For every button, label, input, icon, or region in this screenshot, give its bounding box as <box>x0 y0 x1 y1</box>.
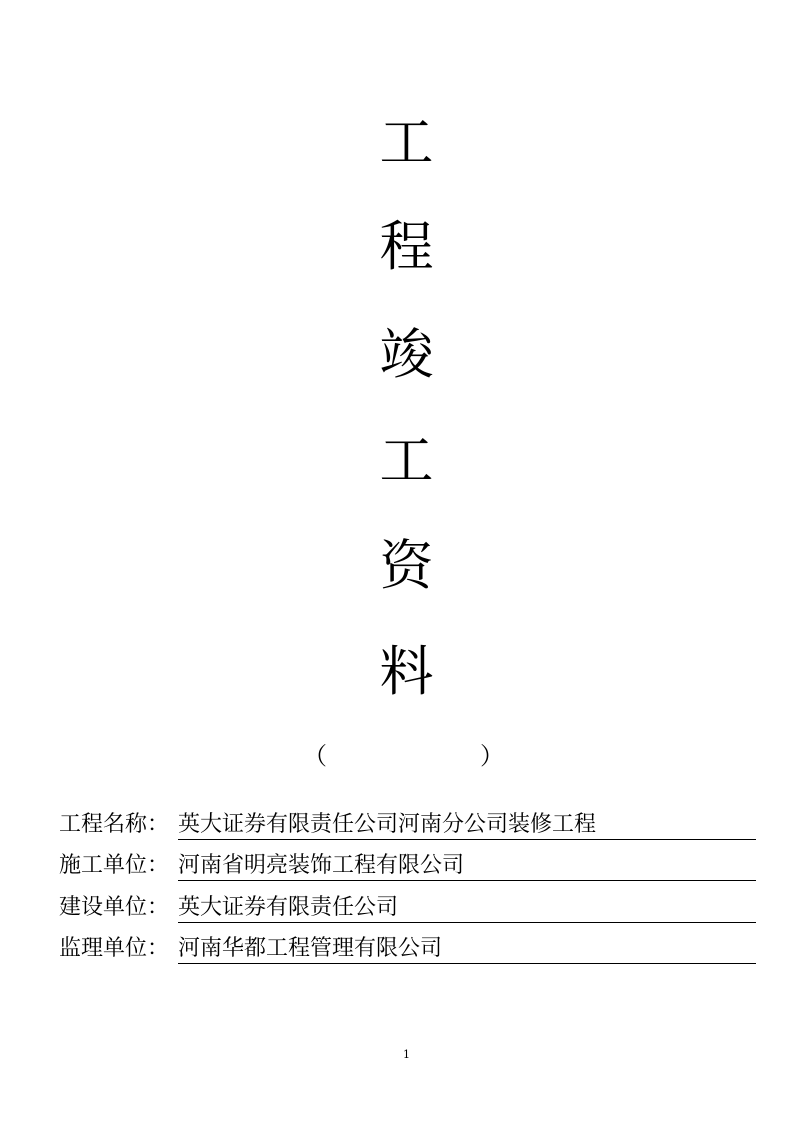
info-row-contractor <box>59 851 756 881</box>
paren-open: （ <box>303 742 327 770</box>
info-label: 监理单位： <box>59 936 170 961</box>
info-value: 英大证券有限责任公司 <box>178 895 399 920</box>
underline <box>178 922 756 923</box>
info-row-project-name <box>59 810 756 840</box>
info-value: 英大证券有限责任公司河南分公司装修工程 <box>178 812 597 837</box>
paren-close: ） <box>480 742 504 770</box>
page-number: 1 <box>403 1048 410 1061</box>
underline <box>178 880 756 881</box>
title-char-3: 竣 <box>379 323 434 386</box>
title-char-2: 程 <box>379 215 434 278</box>
info-label: 建设单位： <box>59 895 170 920</box>
title-char-1: 工 <box>379 111 434 174</box>
title-char-4: 工 <box>379 429 434 492</box>
underline <box>178 963 756 964</box>
title-char-5: 资 <box>379 534 434 597</box>
title-char-6: 料 <box>379 640 434 703</box>
underline <box>178 839 756 840</box>
info-row-client <box>59 893 756 923</box>
info-value: 河南省明亮装饰工程有限公司 <box>178 853 465 878</box>
info-row-supervisor <box>59 934 756 964</box>
info-label: 施工单位： <box>59 853 170 878</box>
info-value: 河南华都工程管理有限公司 <box>178 936 443 961</box>
info-label: 工程名称： <box>59 812 170 837</box>
